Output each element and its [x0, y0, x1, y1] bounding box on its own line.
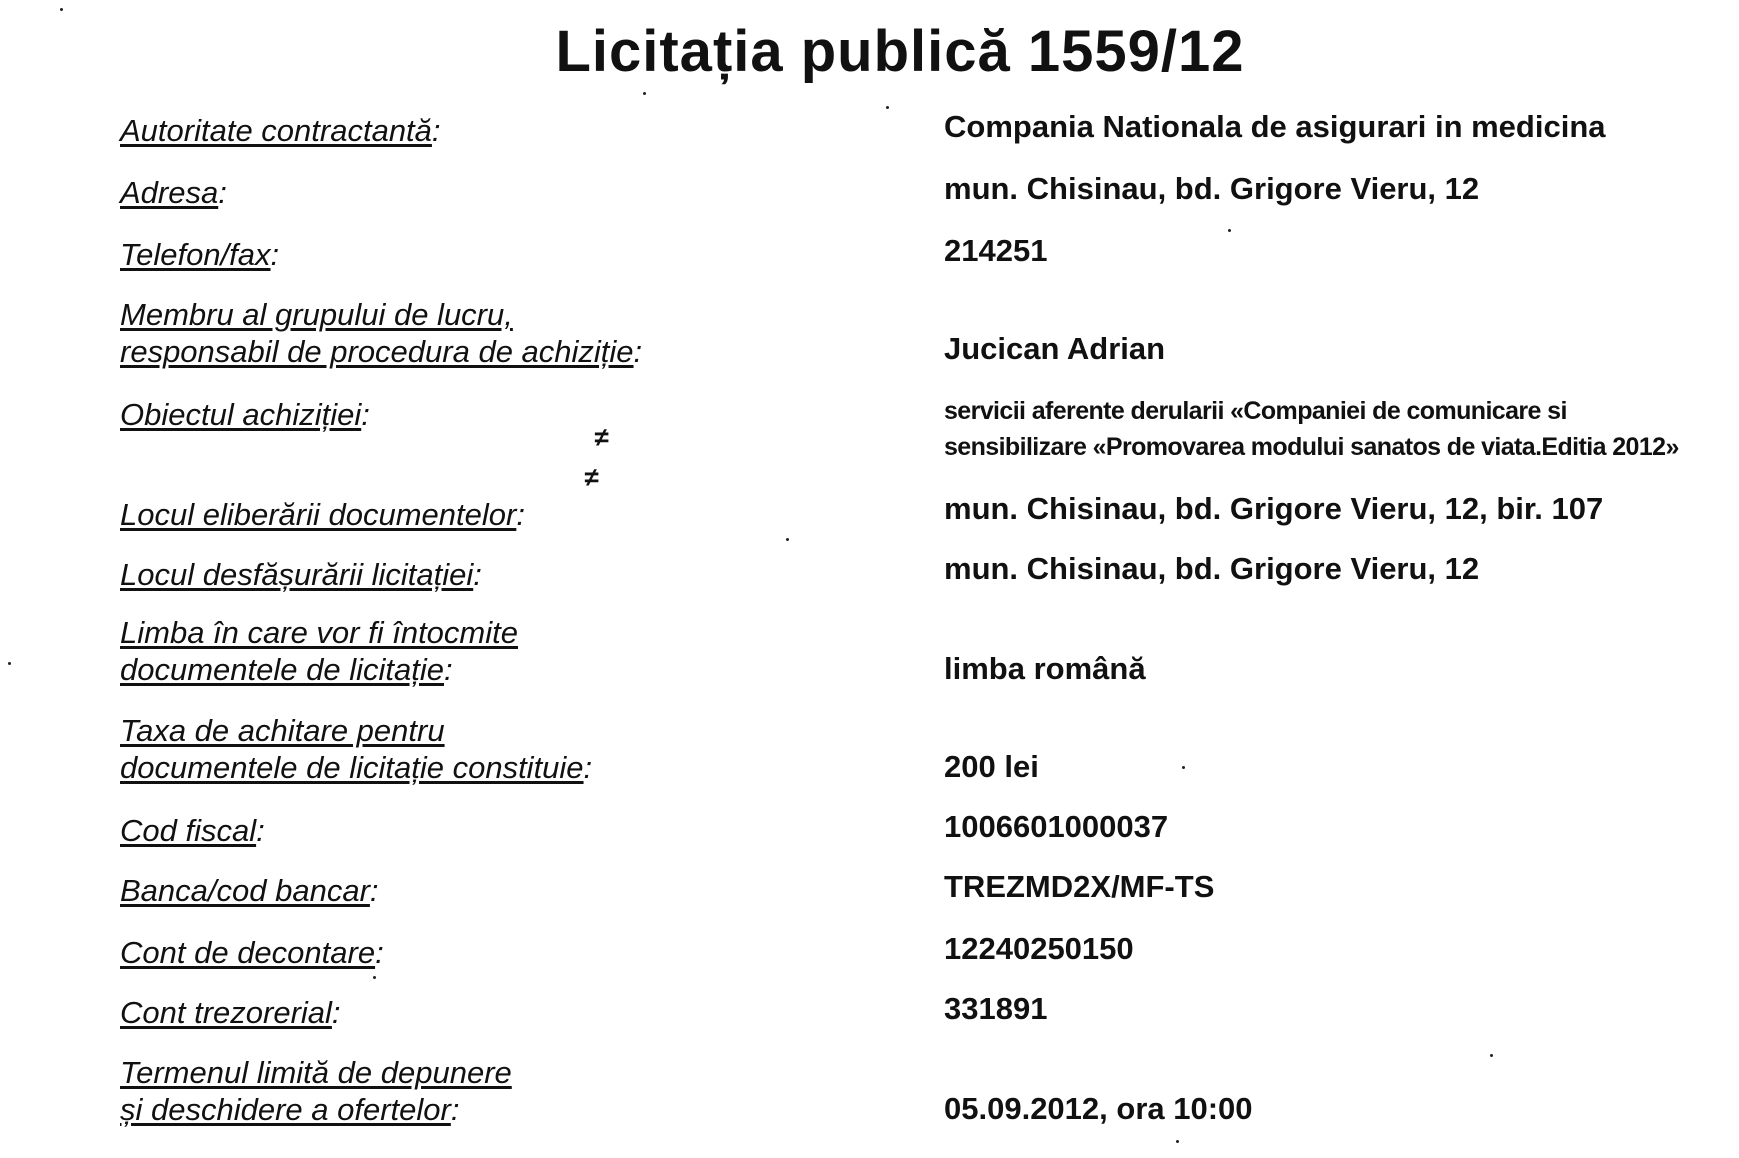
field-value: 1006601000037: [944, 809, 1169, 844]
page-title: Licitația publică 1559/12: [555, 19, 1245, 84]
scan-speck: [60, 8, 63, 11]
field-value: 331891: [944, 991, 1048, 1026]
field-value: 12240250150: [944, 931, 1134, 966]
field-label: Adresa:: [120, 175, 227, 210]
field-label: Cod fiscal:: [120, 813, 265, 848]
field-value: Jucican Adrian: [944, 331, 1166, 366]
field-value: mun. Chisinau, bd. Grigore Vieru, 12: [944, 551, 1480, 586]
field-value: mun. Chisinau, bd. Grigore Vieru, 12: [944, 171, 1480, 206]
field-value: 200 lei: [944, 749, 1039, 784]
field-label: Membru al grupului de lucru, responsabil de procedura de achiziție:: [120, 297, 643, 369]
field-label: Cont de decontare:: [120, 935, 384, 970]
scan-speck: [1176, 1140, 1179, 1143]
field-label: Obiectul achiziției:: [120, 397, 370, 432]
scan-speck: [1490, 1054, 1493, 1057]
field-value: 214251: [944, 233, 1048, 268]
scan-speck: [786, 538, 789, 541]
field-label: Limba în care vor fi întocmite documentele de licitație:: [120, 615, 518, 687]
field-value: limba română: [944, 651, 1146, 686]
field-value: TREZMD2X/MF-TS: [944, 869, 1215, 904]
scan-speck: [1182, 766, 1185, 769]
scan-speck: [886, 106, 889, 109]
scan-speck: [8, 662, 11, 665]
field-value: servicii aferente derularii «Companiei de comunicare si sensibilizare «Promovarea modului sanatos de viata.Editia 2012»: [944, 397, 1679, 461]
scan-mark-icon: ≠: [584, 462, 599, 492]
field-label: Locul desfășurării licitației:: [120, 557, 482, 592]
field-value: Compania Nationala de asigurari in medicina: [944, 109, 1606, 144]
field-label: Cont trezorerial:: [120, 995, 341, 1030]
field-label: Taxa de achitare pentru documentele de licitație constituie:: [120, 713, 593, 785]
field-label: Banca/cod bancar:: [120, 873, 379, 908]
field-label: Telefon/fax:: [120, 237, 280, 272]
field-label: Termenul limită de depunere și deschidere a ofertelor:: [120, 1055, 512, 1127]
scan-speck: [643, 92, 646, 95]
field-value: 05.09.2012, ora 10:00: [944, 1091, 1253, 1126]
scan-mark-icon: ≠: [594, 422, 609, 452]
scan-speck: [373, 976, 376, 979]
field-label: Autoritate contractantă:: [120, 113, 441, 148]
field-label: Locul eliberării documentelor:: [120, 497, 525, 532]
scan-speck: [1228, 229, 1231, 232]
field-value: mun. Chisinau, bd. Grigore Vieru, 12, bir. 107: [944, 491, 1604, 526]
